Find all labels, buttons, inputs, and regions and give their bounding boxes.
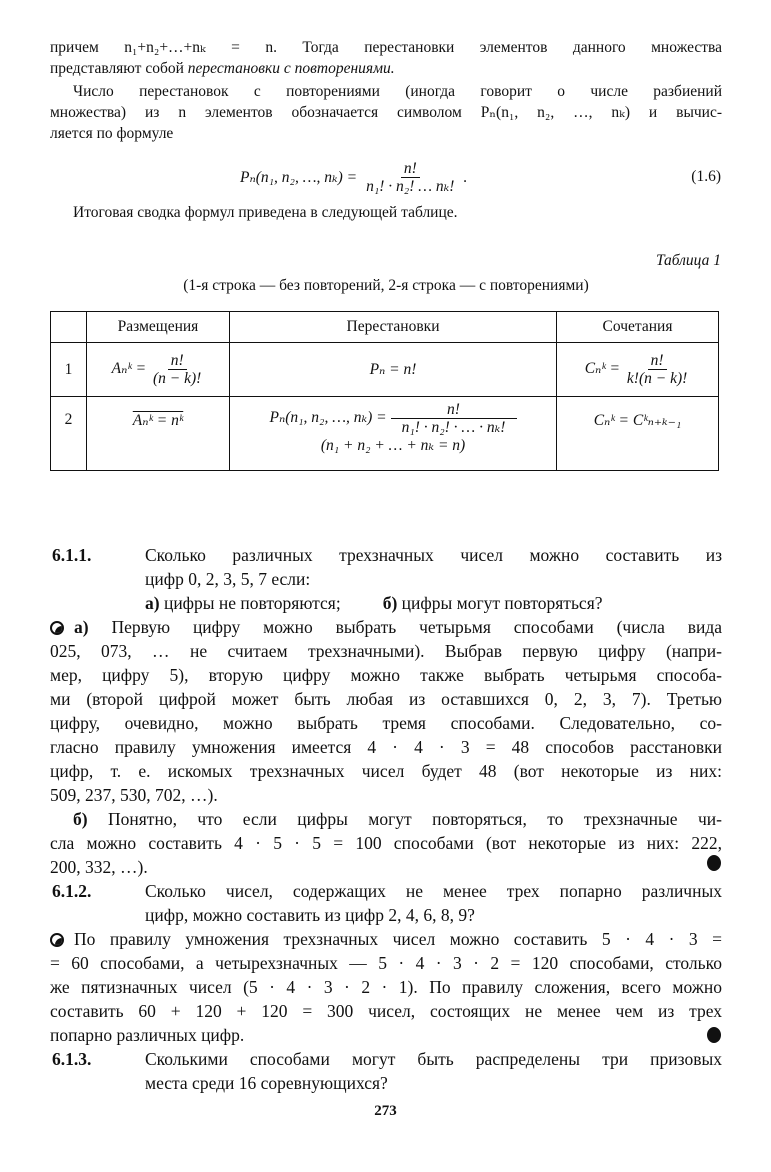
option-text: цифры могут повторяться?: [397, 593, 603, 613]
problem-number: 6.1.1.: [52, 545, 92, 565]
lhs: Pₙ(n₁, n₂, …, nₖ) =: [269, 409, 387, 427]
problem-text: Сколько чисел, содержащих не менее трех попарно различных: [145, 881, 722, 901]
intro-line: множества) из n элементов обозначается символом Pₙ(n₁, n₂, …, nₖ) и вычис-: [50, 104, 722, 121]
solution-line: 025, 073, … не считаем трехзначными). Выбрав первую цифру (напри-: [50, 641, 722, 661]
intro-line: ляется по формуле: [50, 125, 174, 142]
intro-line: причем n₁+n₂+…+nₖ = n. Тогда перестановки элементов данного множества: [50, 39, 722, 56]
solution-label: б): [73, 809, 88, 829]
solution-line: составить 60 + 120 + 120 = 300 чисел, состоящих не менее чем из трех: [50, 1001, 722, 1021]
formula-number: (1.6): [691, 168, 721, 185]
numerator: n!: [401, 160, 420, 178]
problem-options: [145, 591, 722, 615]
problem-number: 6.1.2.: [52, 881, 92, 901]
text: По правилу умножения трехзначных чисел можно составить 5 · 4 · 3 =: [74, 929, 722, 949]
formula-1-6: [240, 160, 467, 195]
header-cell: Перестановки: [230, 312, 557, 343]
denominator: (n − k)!: [153, 370, 202, 387]
denominator: n₁! · n₂! … nₖ!: [366, 178, 455, 196]
summary-line: Итоговая сводка формул приведена в следующей таблице.: [73, 204, 458, 221]
permutations-repetition-formula: [230, 397, 557, 471]
table-row: [51, 343, 719, 397]
table-row: [51, 397, 719, 471]
denominator: k!(n − k)!: [626, 370, 688, 387]
solution-line: = 60 способами, а четырехзначных — 5 · 4 · 3 · 2 = 120 способами, столько: [50, 953, 722, 973]
option-text: цифры не повторяются;: [159, 593, 341, 613]
arrangements-formula: [87, 343, 230, 397]
table-header-row: [51, 312, 719, 343]
combinations-repetition-formula: Cₙᵏ = Cᵏₙ₊ₖ₋₁: [557, 397, 719, 471]
combinations-formula: [557, 343, 719, 397]
problem-text: цифр 0, 2, 3, 5, 7 если:: [145, 569, 311, 589]
text: представляют собой: [50, 60, 188, 77]
option-label: а): [145, 593, 160, 613]
solution-line: цифр, т. е. искомых трехзначных чисел будет 48 (вот некоторые из них:: [50, 761, 722, 781]
numerator: n!: [391, 401, 517, 419]
text: Первую цифру можно выбрать четырьмя способами (числа вида: [88, 617, 722, 637]
numerator: n!: [648, 352, 667, 370]
formula: Aₙᵏ = nᵏ: [132, 412, 184, 429]
solution-line: [73, 807, 722, 831]
solution-line: же пятизначных чисел (5 · 4 · 3 · 2 · 1). По правилу сложения, всего можно: [50, 977, 722, 997]
intro-line: [50, 58, 722, 79]
lhs: Cₙᵏ =: [584, 360, 621, 378]
problem-text: Сколько различных трехзначных чисел можно составить из: [145, 545, 722, 565]
solution-end-icon: [707, 855, 721, 871]
formula-lhs: Pₙ(n₁, n₂, …, nₖ) =: [240, 169, 358, 187]
solution-start-icon: [50, 621, 64, 635]
table-label: Таблица 1: [655, 252, 721, 269]
italic-term: перестановки с повторениями.: [187, 60, 395, 77]
problem-text: Сколькими способами могут быть распределены три призовых: [145, 1049, 722, 1069]
problem-number: 6.1.3.: [52, 1049, 92, 1069]
formula-fraction: [363, 160, 457, 195]
solution-line: мер, цифру 5), вторую цифру можно также выбрать четырьмя способа-: [50, 665, 722, 685]
solution-line: сла можно составить 4 · 5 · 5 = 100 способами (вот некоторые из них: 222,: [50, 833, 722, 853]
problem-text: места среди 16 соревнующихся?: [145, 1073, 388, 1093]
page-number: 273: [374, 1103, 397, 1119]
solution-start-icon: [50, 933, 64, 947]
solution-line: 200, 332, …).: [50, 857, 148, 877]
row-number: 2: [51, 397, 87, 471]
option-label: б): [382, 593, 398, 613]
solution-line: 509, 237, 530, 702, …).: [50, 785, 218, 805]
solution-label: а): [74, 617, 89, 637]
numerator: n!: [168, 352, 187, 370]
header-cell: Размещения: [87, 312, 230, 343]
problem-text: цифр, можно составить из цифр 2, 4, 6, 8, 9?: [145, 905, 475, 925]
header-cell: [51, 312, 87, 343]
solution-end-icon: [707, 1027, 721, 1043]
solution-line: попарно различных цифр.: [50, 1025, 245, 1045]
arrangements-repetition-formula: [87, 397, 230, 471]
lhs: Aₙᵏ =: [111, 360, 147, 378]
solution-line: гласно правилу умножения имеется 4 · 4 · 3 = 48 способов расстановки: [50, 737, 722, 757]
table-caption: (1-я строка — без повторений, 2-я строка — с повторениями): [183, 277, 589, 294]
denominator: n₁! · n₂! · … · nₖ!: [401, 419, 506, 437]
period: .: [463, 168, 468, 186]
permutations-formula: Pₙ = n!: [230, 343, 557, 397]
formula-table: [50, 311, 719, 471]
header-cell: Сочетания: [557, 312, 719, 343]
intro-line: Число перестановок с повторениями (иногда говорит о числе разбиений: [73, 83, 722, 100]
solution-line: [50, 927, 722, 951]
solution-line: цифру, очевидно, можно выбрать тремя способами. Следовательно, со-: [50, 713, 722, 733]
solution-line: ми (второй цифрой может быть любая из оставшихся 0, 2, 3, 7). Третью: [50, 689, 722, 709]
condition: (n₁ + n₂ + … + nₖ = n): [320, 437, 466, 455]
text: Понятно, что если цифры могут повторяться, то трехзначные чи-: [87, 809, 722, 829]
row-number: 1: [51, 343, 87, 397]
solution-line: [50, 615, 722, 639]
